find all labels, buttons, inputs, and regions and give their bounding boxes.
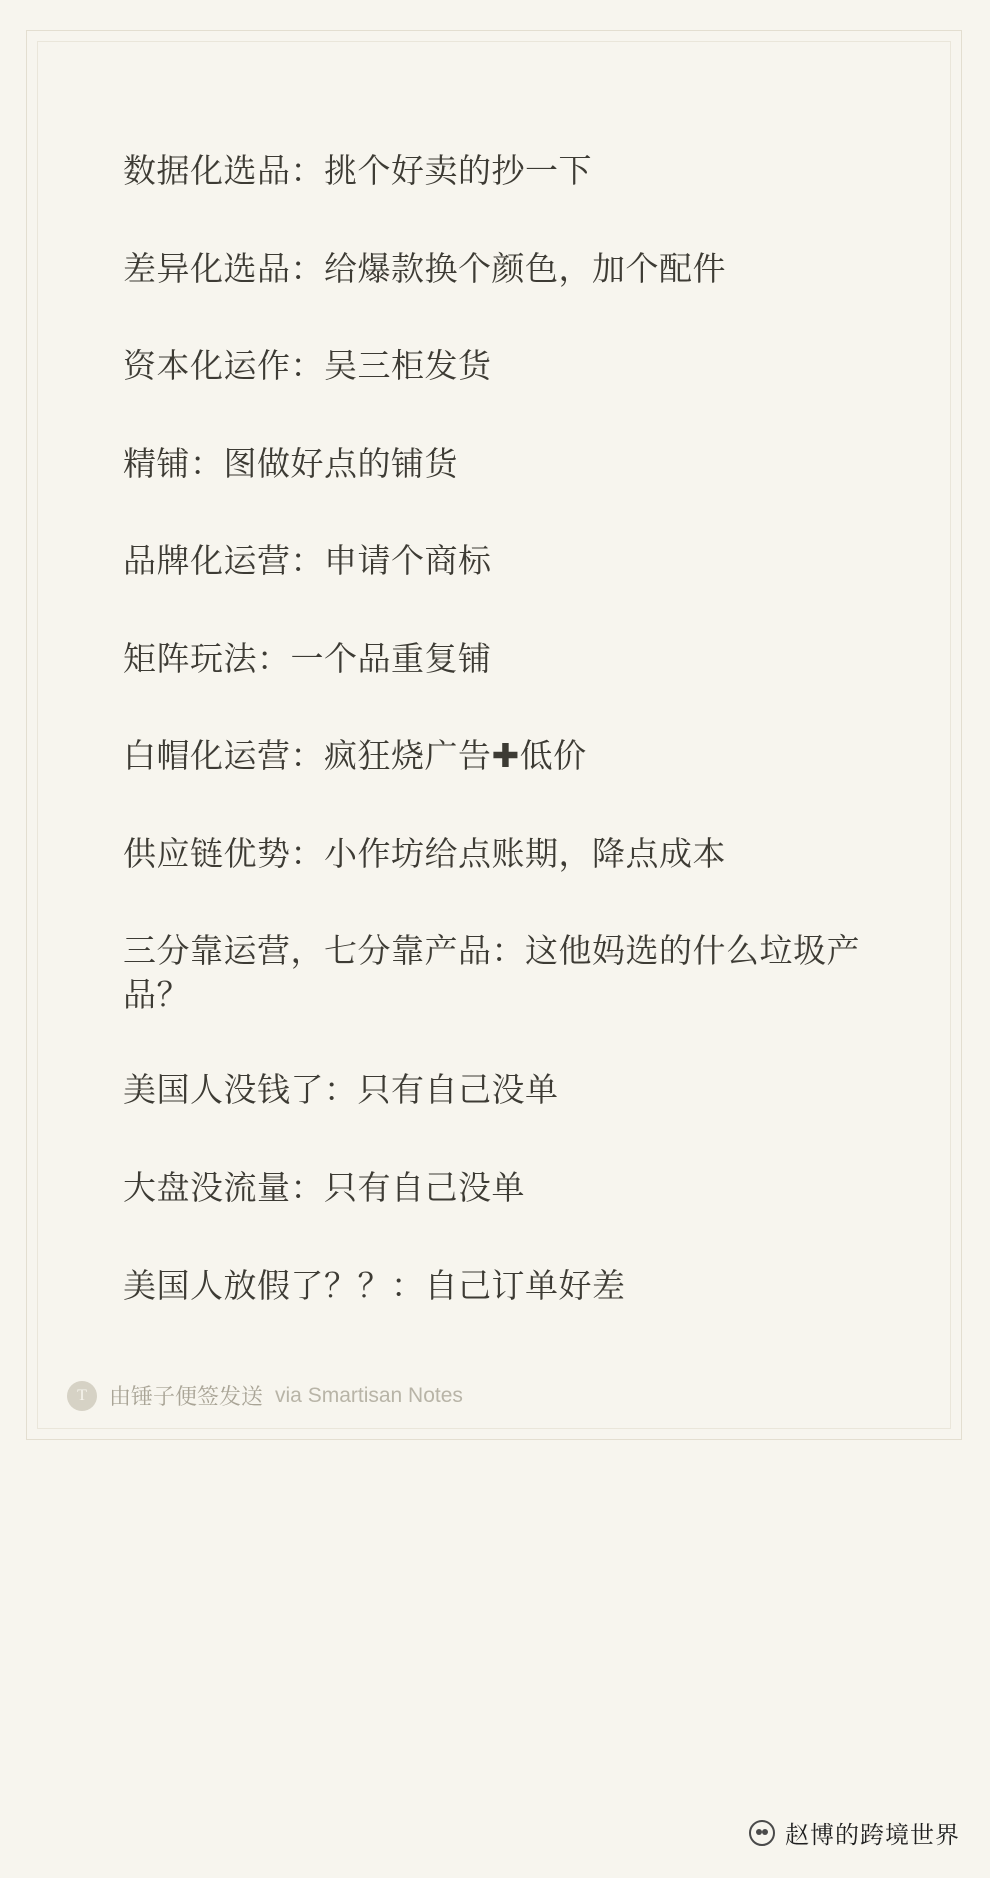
note-footer	[67, 1380, 921, 1411]
note-card	[26, 30, 962, 1440]
smartisan-badge-icon: T	[67, 1381, 97, 1411]
note-body	[123, 149, 913, 1361]
footer-label-en: via Smartisan Notes	[275, 1383, 463, 1407]
note-line: 数据化选品：挑个好卖的抄一下	[123, 152, 592, 189]
note-line: 品牌化运营：申请个商标	[123, 542, 492, 580]
note-line: 美国人没钱了：只有自己没单	[123, 1071, 559, 1109]
note-line: 白帽化运营：疯狂烧广告✚低价	[123, 737, 587, 775]
account-logo-icon	[749, 1820, 775, 1846]
note-line: 大盘没流量：只有自己没单	[123, 1169, 525, 1207]
note-line: 精铺：图做好点的铺货	[123, 444, 458, 482]
note-line: 三分靠运营，七分靠产品：这他妈选的什么垃圾产品？	[123, 932, 860, 1013]
note-line: 供应链优势：小作坊给点账期，降点成本	[123, 834, 726, 872]
note-line: 美国人放假了？？：自己订单好差	[123, 1266, 626, 1304]
note-line: 资本化运作：吴三柜发货	[123, 347, 492, 385]
account-name: 赵博的跨境世界	[785, 1822, 960, 1849]
note-line: 矩阵玩法：一个品重复铺	[123, 639, 492, 677]
note-line: 差异化选品：给爆款换个颜色，加个配件	[123, 249, 726, 287]
account-bar	[749, 1815, 960, 1850]
footer-label-cn: 由锤子便签发送	[109, 1384, 264, 1409]
